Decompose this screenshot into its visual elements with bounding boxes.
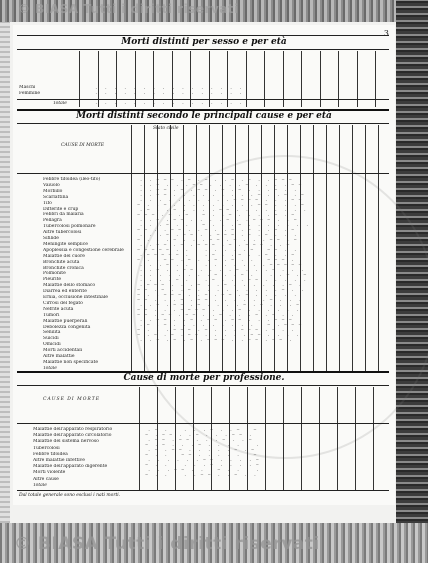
watermark-top: © BIASA Tutti i diritti riservati — [18, 2, 239, 16]
section3-cause-header: CAUSE DI MORTE — [43, 397, 100, 402]
section2-cause-header: CAUSE DI MORTE — [61, 143, 104, 148]
cause-row-label: Tubercolosi polmonare — [43, 224, 96, 230]
rule — [17, 385, 389, 386]
cause-row-label: Totale — [43, 365, 57, 371]
cause-row-label: Senilità — [43, 330, 61, 336]
cause-row-label: Nefrite acuta — [43, 306, 74, 312]
cause-row-label: Scarlattina — [43, 194, 69, 200]
cause-row-label: Apoplessia e congestione cerebrale — [43, 247, 124, 253]
rule — [17, 490, 389, 491]
profession-cause-row-label: Febbre tifoidea — [33, 451, 68, 457]
cause-row-label: Omicidi — [43, 342, 61, 348]
page-number: 3 — [383, 29, 389, 38]
cause-row-label: Ernia, occlusione intestinale — [43, 295, 108, 300]
cause-row-label: Febbre tifoidea (ileo-tifo) — [43, 177, 101, 182]
cause-row-label: Morti accidentali — [43, 348, 83, 354]
cause-row-label: Malattie non specificate — [43, 359, 98, 365]
profession-cause-row-label: Malattie del sistema nervoso — [33, 439, 99, 445]
cause-row-label: Bronchite cronica — [43, 265, 84, 271]
profession-cause-row-label: Altre malattie infettive — [33, 458, 85, 463]
section2-figures: . . — — — . — . — . . — . — . . — — — . . — . . . — — . . . . — . . . . — — . . — — . — . — — . — . — . . . — . . . . — — . . . . . . . . . — . . — . — . . . . . . . . . . — — — — . . . — — — . . — . . . . . . . . . — — . . . — . — . . — . . . . — — . . . . . . . . — — — . — . — . — . . — . . . . — . — . . — . — — . . . . — . . — — — . . — . . . — . . . — . . . — . . . . . . . — — . . — — . . — . . — . — . . — . — . . . — . — — . . — — — . — . — . . . — . . . — . . . — — . — . . . — — . — . . — — . — . — — — . — . — — — . . — — — — — — . . . . . . . . — . — — . . . — — — — — . . . — . . — . . — . . — — . . — — . — . . — . — . . . — — — . . . . — . . . . . . . . . . — — — — — . . — . . — — . . . . — . . . — . . . . . . . . . . . — . . — . . . . — . — . . . . — . . . — . . . — — . . . . . . — — — . . . — . . — . . . . . . — . — — . — . . — . . . . . . . . . — . . — . . — — — . . — . — — . — . . . . . — — . . . — . — — . . . . . . — . . . . . — . — — . — . . . . — . — . . . — — — . . . — — — — . . . — . . . . . . — — . — — . — — . . — . . . — . — . . . . — — . . — . — — . — — . . . — — — . — . — . . . . . . . . . . — . — — — — . . . — — — . — . . . — — — . — . . — . — . — . — — . . . . . — — . . . . . . — . — . — . — — — . . — — . — — . — [137, 177, 309, 342]
section2-title: Morti distinti secondo le principali cause e per età — [76, 111, 332, 121]
cause-row-label: Altre malattie — [43, 354, 75, 359]
profession-cause-row-label: Malattie dell'apparato respiratorio — [33, 427, 113, 432]
cause-row-label: Malattie dello stomaco — [43, 283, 96, 289]
rule — [17, 35, 389, 36]
profession-cause-row-label: Malattie dell'apparato circolatorio — [33, 433, 112, 439]
profession-cause-row-label: Tubercolosi — [33, 445, 60, 451]
cause-row-label: Tumori — [43, 312, 60, 318]
cause-row-label: Altre tubercolosi — [43, 230, 82, 236]
watermark-bottom: © BIASA Tutti i diritti riservati — [14, 534, 320, 554]
profession-cause-row-label: Altre cause — [33, 476, 59, 482]
cause-row-label: Morbillo — [43, 188, 63, 194]
rule — [17, 173, 389, 174]
cause-row-label: Polmonite — [43, 271, 66, 277]
rule — [17, 123, 389, 124]
cause-row-label: Difterite e crup — [43, 206, 79, 212]
cause-row-label: Suicidi — [43, 336, 59, 342]
profession-cause-row-label: Morti violente — [33, 470, 66, 476]
section1-row-label: Maschi — [19, 85, 36, 90]
cause-row-label: Pleurite — [43, 277, 62, 283]
section1-figures: . . . . . . . . . . . . . . . . . . . . . . . . . . . . . . . . . . . . . . . . . . . . . . . . — [95, 85, 242, 105]
column-rule — [139, 387, 140, 490]
cause-row-label: Vaiuolo — [43, 182, 60, 188]
cause-row-label: Diarrea ed enterite — [43, 289, 87, 295]
profession-cause-row-label: Malattie dell'apparato digerente — [33, 464, 108, 470]
rule — [17, 49, 389, 50]
cause-row-label: Pellagra — [43, 218, 62, 224]
section1-total-label: Totale — [53, 101, 67, 106]
cause-row-label: Bronchite acuta — [43, 259, 80, 265]
cause-row-label: Sifilide — [43, 236, 59, 241]
section3-figures: . — . . . . . — . . — . — — . — — . . — . . . — — . . — — . — — . . . — . . — — . — . . . — . . . . . . . — . — — . . . . . — . — — . . . — — . . . . . . — . . . . . . — — . . . . — — . . . . . . — . . . . — . . . — — . . . — . . . . — . . . . . — — . . — . . — [145, 427, 259, 477]
scan-border-left — [0, 0, 10, 563]
footnote: Dal totale generale sono esclusi i nati morti. — [19, 493, 121, 498]
profession-cause-row-label: Totale — [33, 482, 47, 488]
cause-row-label: Malattie puerperali — [43, 318, 88, 324]
rule — [17, 423, 389, 424]
section2-group-header: Stato civile — [153, 126, 179, 131]
section1-title: Morti distinti per sesso e per età — [121, 37, 287, 47]
cause-row-label: Cirrosi del fegato — [43, 300, 83, 306]
section3-title: Cause di morte per professione. — [123, 373, 285, 383]
cause-row-label: Febbri da malaria — [43, 212, 84, 218]
section1-row-label: Femmine — [19, 91, 41, 96]
column-rule — [131, 125, 132, 371]
cause-row-label: Malattie del cuore — [43, 253, 85, 259]
cause-row-label: Meningite semplice — [43, 241, 88, 247]
cause-row-label: Tifo — [43, 200, 52, 206]
document-page — [13, 25, 395, 505]
cause-row-label: Debolezza congenita — [43, 324, 91, 330]
